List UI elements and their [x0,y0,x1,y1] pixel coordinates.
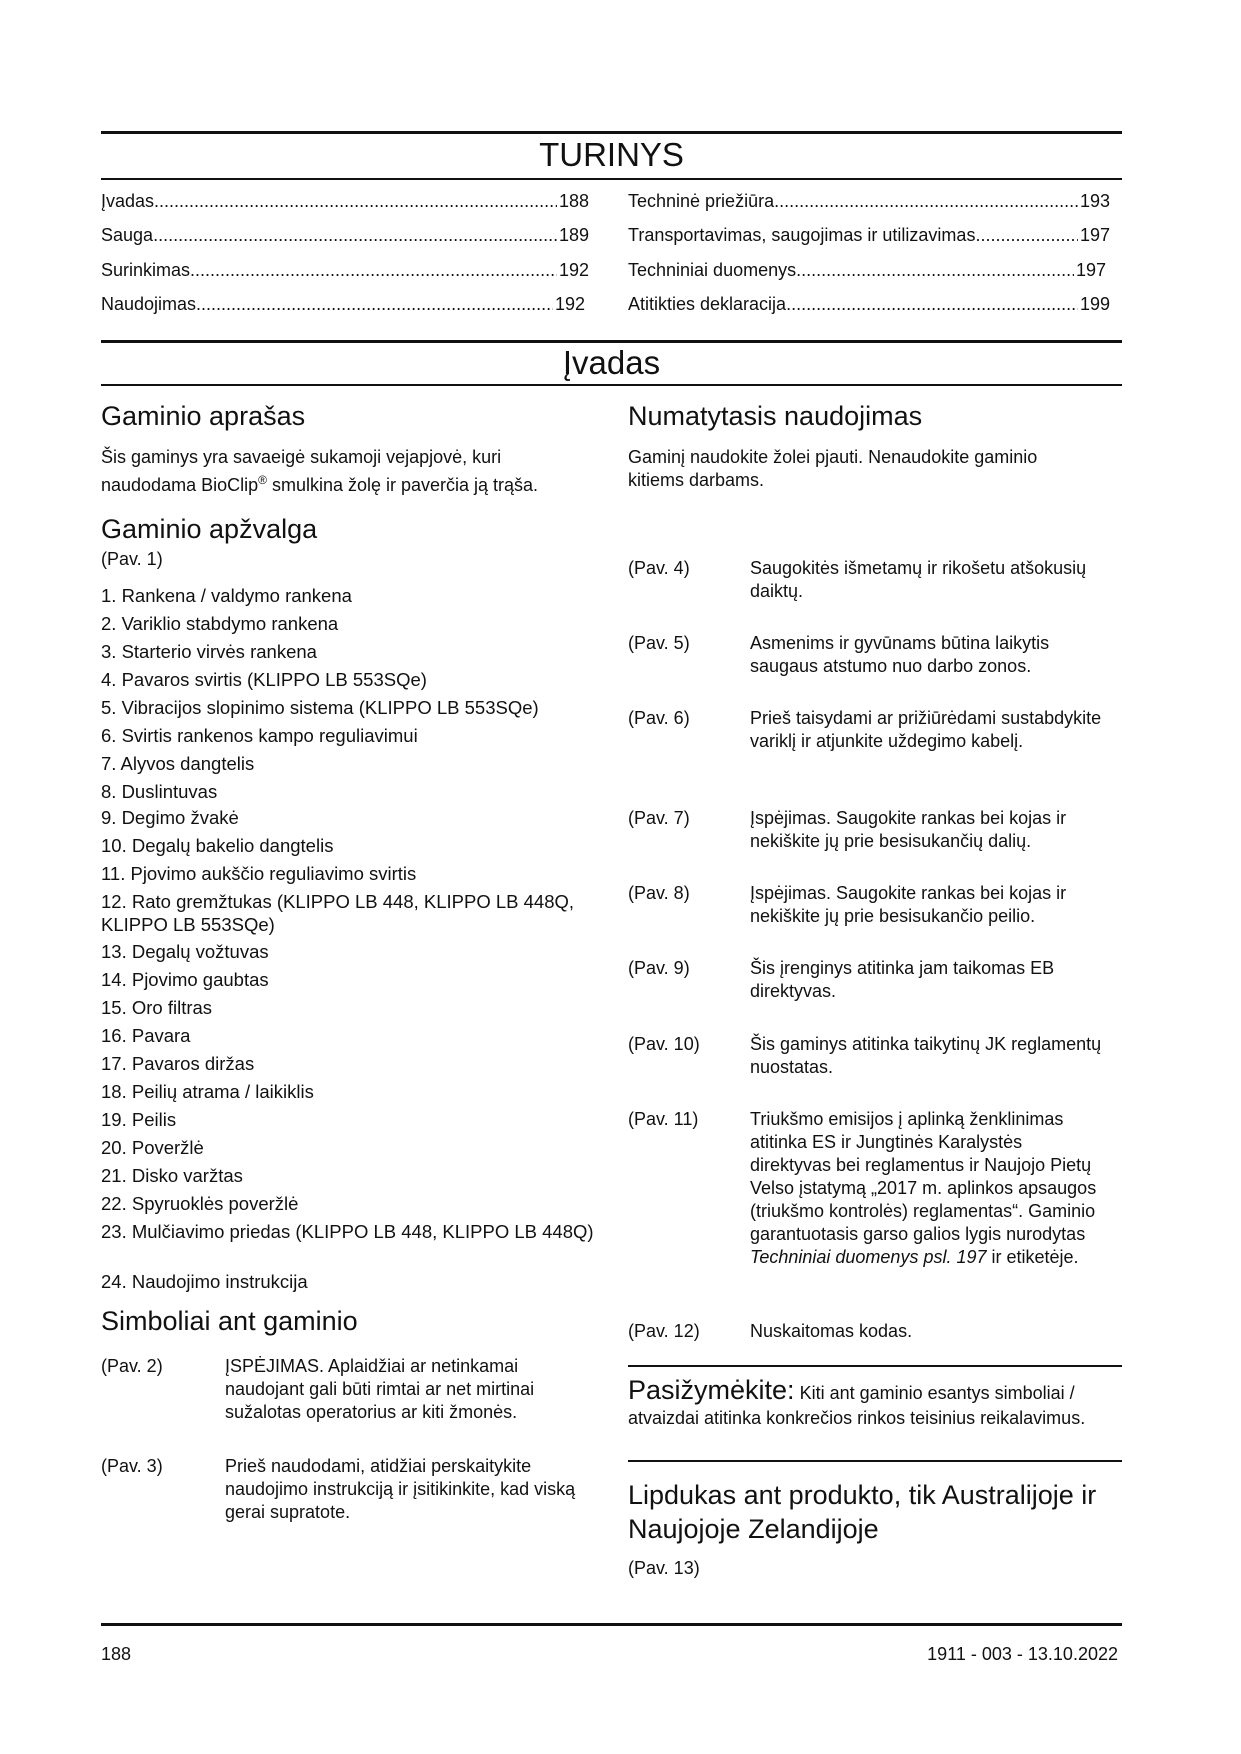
list-item: 6. Svirtis rankenos kampo reguliavimui [101,725,418,746]
overview-figure-ref: (Pav. 1) [101,549,163,569]
symbol-description: Saugokitės išmetamų ir rikošetu atšokusių daiktų. [750,558,1087,601]
list-item: 4. Pavaros svirtis (KLIPPO LB 553SQe) [101,669,427,690]
symbol-figure-ref: (Pav. 7) [628,808,690,828]
toc-entry-label: Surinkimas [101,260,191,280]
overview-heading: Gaminio apžvalga [101,514,318,544]
list-item: 16. Pavara [101,1025,191,1046]
toc-entry-transportavimas[interactable] [628,223,1110,247]
symbol-description: Šis gaminys atitinka taikytinų JK reglamentų nuostatas. [750,1034,1102,1077]
list-item: 23. Mulčiavimo priedas (KLIPPO LB 448, KLIPPO LB 448Q) [101,1221,594,1242]
symbol-figure-ref: (Pav. 10) [628,1034,700,1054]
symbol-figure-ref: (Pav. 12) [628,1321,700,1341]
symbol-description: Triukšmo emisijos į aplinką ženklinimas atitinka ES ir Jungtinės Karalystės direktyvas bei reglamentus ir Naujojo Pietų Velso įstatymą „2017 m. aplinkos apsaugos (triukšmo kontrolės) reglamentas“. Gaminio garantuotasis garso galios lygis nurodytas Techniniai duomenys psl. 197 ir etiketėje. [750,1109,1097,1267]
symbol-row-pav-7 [628,807,1122,855]
overview-parts-list [101,584,601,1298]
list-item: 3. Starterio virvės rankena [101,641,317,662]
symbol-row-pav-6 [628,707,1122,777]
toc-entry-atitikties-deklaracija[interactable] [628,292,1110,316]
technical-data-link[interactable]: Techniniai duomenys psl. 197 [750,1247,987,1267]
toc-entry-page: 197 [1079,225,1110,245]
symbol-row-pav-9 [628,957,1122,1005]
symbol-figure-ref: (Pav. 8) [628,883,690,903]
toc-entry-page: 189 [558,225,589,245]
symbol-description: Prieš naudodami, atidžiai perskaitykite naudojimo instrukciją ir įsitikinkite, kad viską gerai supratote. [225,1456,576,1522]
toc-entry-sauga[interactable] [101,223,589,247]
registered-mark: ® [258,473,267,487]
list-item: 22. Spyruoklės poveržlė [101,1193,299,1214]
symbol-figure-ref: (Pav. 11) [628,1109,699,1129]
sticker-figure-ref: (Pav. 13) [628,1558,700,1578]
symbol-figure-ref: (Pav. 4) [628,558,690,578]
symbol-description: ĮSPĖJIMAS. Aplaidžiai ar netinkamai naudojant gali būti rimtai ar net mirtinai sužalotas operatorius ar kiti žmonės. [225,1356,535,1422]
toc-entry-label: Sauga [101,225,154,245]
note-top-rule [628,1365,1122,1367]
symbol-row-pav-5 [628,632,1122,680]
note-label: Pasižymėkite: [628,1375,795,1405]
note-text: Kiti ant gaminio esantys simboliai / atvaizdai atitinka konkrečios rinkos teisinius reikalavimus. [628,1383,1086,1428]
toc-entry-technine-prieziura[interactable] [628,189,1110,213]
symbol-row-pav-3 [101,1455,601,1525]
list-item: 12. Rato gremžtukas (KLIPPO LB 448, KLIPPO LB 448Q, KLIPPO LB 553SQe) [101,891,575,935]
description-text: Šis gaminys yra savaeigė sukamoji vejapjovė, kuri naudodama BioClip® smulkina žolę ir paverčia ją trąša. [101,447,539,495]
symbol-row-pav-2 [101,1355,601,1425]
symbol-row-pav-12 [628,1320,1122,1346]
list-item: 24. Naudojimo instrukcija [101,1271,308,1292]
section-title-rule [101,384,1122,386]
symbol-description: Įspėjimas. Saugokite rankas bei kojas ir nekiškite jų prie besisukančio peilio. [750,883,1067,926]
intended-use-heading: Numatytasis naudojimas [628,401,923,431]
toc-entry-label: Įvadas [101,191,155,211]
list-item: 21. Disko varžtas [101,1165,243,1186]
intended-use-text: Gaminį naudokite žolei pjauti. Nenaudokite gaminio kitiems darbams. [628,447,1038,490]
symbol-description: Šis įrenginys atitinka jam taikomas EB direktyvas. [750,958,1055,1001]
symbol-figure-ref: (Pav. 2) [101,1356,163,1376]
list-item: 18. Peilių atrama / laikiklis [101,1081,314,1102]
symbol-row-pav-8 [628,882,1122,930]
note-box [628,1373,1114,1430]
list-item: 11. Pjovimo aukščio reguliavimo svirtis [101,863,417,884]
page-number: 188 [101,1644,132,1664]
toc-entry-label: Techninė priežiūra [628,191,775,211]
symbol-row-pav-11 [628,1108,1122,1298]
symbol-figure-ref: (Pav. 6) [628,708,690,728]
symbols-heading: Simboliai ant gaminio [101,1306,358,1336]
symbol-description: Asmenims ir gyvūnams būtina laikytis saugaus atstumo nuo darbo zonos. [750,633,1050,676]
toc-entry-ivadas[interactable] [101,189,589,213]
toc-entry-page: 192 [558,260,589,280]
list-item: 20. Poveržlė [101,1137,204,1158]
list-item: 9. Degimo žvakė [101,807,239,828]
list-item: 8. Duslintuvas [101,781,218,802]
list-item: 10. Degalų bakelio dangtelis [101,835,334,856]
toc-entry-techniniai-duomenys[interactable] [628,258,1106,282]
toc-entry-page: 199 [1079,294,1110,314]
list-item: 14. Pjovimo gaubtas [101,969,269,990]
toc-entry-page: 197 [1075,260,1106,280]
list-item: 19. Peilis [101,1109,177,1130]
list-item: 17. Pavaros diržas [101,1053,255,1074]
symbol-row-pav-10 [628,1033,1122,1081]
symbol-figure-ref: (Pav. 3) [101,1456,163,1476]
symbol-description: Nuskaitomas kodas. [750,1321,913,1341]
list-item: 5. Vibracijos slopinimo sistema (KLIPPO LB 553SQe) [101,697,539,718]
description-heading: Gaminio aprašas [101,401,306,431]
toc-entry-label: Techniniai duomenys [628,260,797,280]
toc-title: TURINYS [539,136,684,173]
symbol-figure-ref: (Pav. 5) [628,633,690,653]
toc-entry-label: Atitikties deklaracija [628,294,787,314]
symbol-description: Prieš taisydami ar prižiūrėdami sustabdykite variklį ir atjunkite uždegimo kabelį. [750,708,1102,751]
toc-entry-label: Transportavimas, saugojimas ir utilizavimas [628,225,976,245]
list-item: 1. Rankena / valdymo rankena [101,585,352,606]
list-item: 15. Oro filtras [101,997,213,1018]
symbol-figure-ref: (Pav. 9) [628,958,690,978]
toc-top-rule [101,131,1122,134]
list-item: 7. Alyvos dangtelis [101,753,255,774]
toc-entry-label: Naudojimas [101,294,197,314]
note-bottom-rule [628,1460,1122,1462]
toc-entry-surinkimas[interactable] [101,258,589,282]
toc-entry-naudojimas[interactable] [101,292,585,316]
list-item: 2. Variklio stabdymo rankena [101,613,339,634]
section-title: Įvadas [562,344,661,381]
toc-title-rule [101,178,1122,180]
list-item: 13. Degalų vožtuvas [101,941,269,962]
symbol-description: Įspėjimas. Saugokite rankas bei kojas ir nekiškite jų prie besisukančių dalių. [750,808,1067,851]
toc-entry-page: 188 [558,191,589,211]
sticker-heading: Lipdukas ant produkto, tik Australijoje ir Naujojoje Zelandijoje [628,1480,1097,1544]
symbol-row-pav-4 [628,557,1122,605]
document-code: 1911 - 003 - 13.10.2022 [927,1644,1118,1664]
footer-rule [101,1623,1122,1626]
toc-entry-page: 192 [554,294,585,314]
toc-entry-page: 193 [1079,191,1110,211]
